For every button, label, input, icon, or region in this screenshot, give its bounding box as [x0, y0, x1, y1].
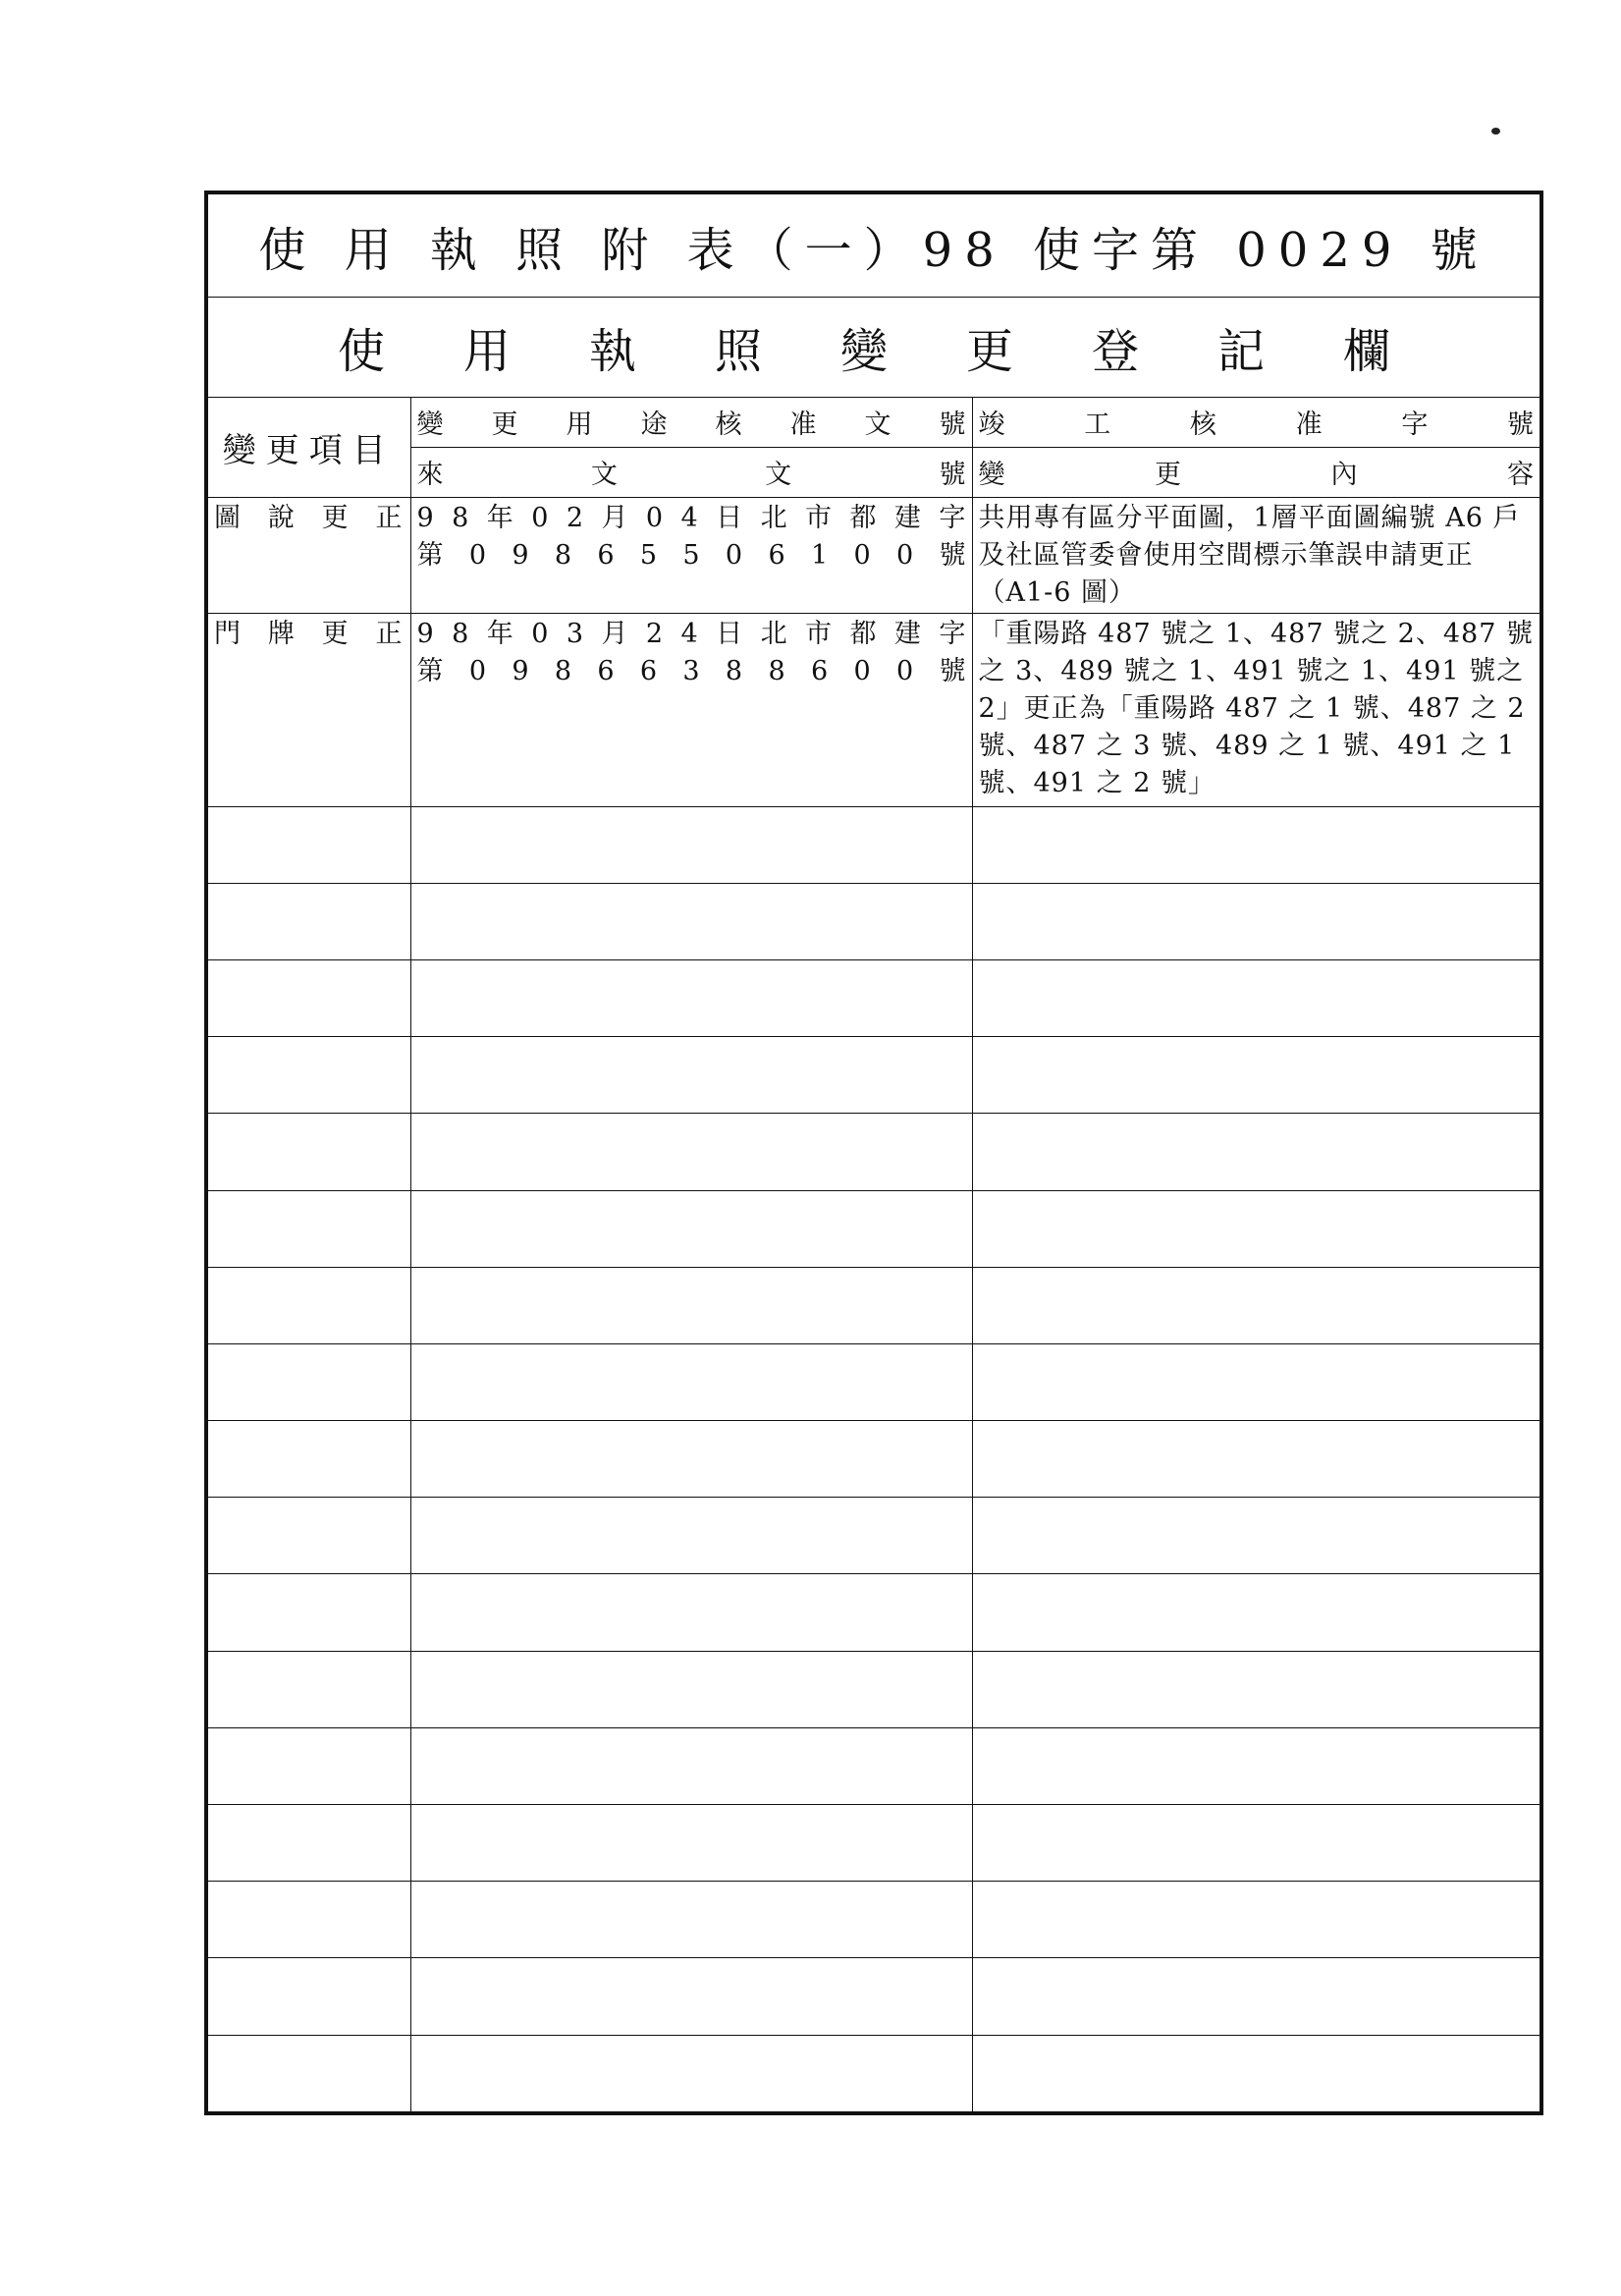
blank-row	[206, 959, 1541, 1036]
blank-row	[206, 1727, 1541, 1804]
blank-row	[206, 2035, 1541, 2113]
header-usage-doc: 變 更 用 途 核 准 文 號	[410, 397, 972, 447]
blank-row	[206, 1805, 1541, 1882]
row-2-doc-line-2: 第 0 9 8 6 6 3 8 8 6 0 0 號	[416, 656, 966, 687]
blank-row	[206, 1037, 1541, 1114]
row-1-doc-line-2: 第 0 9 8 6 5 5 0 6 1 0 0 號	[416, 539, 966, 571]
page-title: 使 用 執 照 附 表（一）98 使字第 0029 號	[206, 192, 1541, 298]
row-1-item: 圖 說 更 正	[206, 497, 410, 613]
change-registry-table	[204, 191, 1543, 2115]
row-2-doc	[410, 614, 972, 807]
scan-speck	[1491, 128, 1500, 135]
blank-row	[206, 1114, 1541, 1190]
page-subtitle: 使用執照變更登記欄	[206, 298, 1541, 397]
blank-row	[206, 1421, 1541, 1498]
row-1-doc-line-1: 9 8 年 0 2 月 0 4 日 北 市 都 建 字	[416, 502, 966, 533]
row-2-item: 門 牌 更 正	[206, 614, 410, 807]
header-change-content: 變 更 內 容	[972, 447, 1541, 497]
header-completion-doc: 竣 工 核 准 字 號	[972, 397, 1541, 447]
blank-row	[206, 1498, 1541, 1574]
blank-row	[206, 806, 1541, 883]
row-1-doc	[410, 497, 972, 613]
blank-row	[206, 1267, 1541, 1343]
header-incoming-doc: 來 文 文 號	[410, 447, 972, 497]
row-1-content: 共用專有區分平面圖，1層平面圖編號 A6 戶及社區管委會使用空間標示筆誤申請更正（A1-6 圖）	[972, 497, 1541, 613]
blank-row	[206, 1343, 1541, 1420]
row-2-content: 「重陽路 487 號之 1、487 號之 2、487 號之 3、489 號之 1、491 號之 1、491 號之 2」更正為「重陽路 487 之 1 號、487 之 2 號、487 之 3 號、489 之 1 號、491 之 1 號、491 之 2 號」	[972, 614, 1541, 807]
blank-row	[206, 1574, 1541, 1651]
header-change-item: 變更項目	[206, 397, 410, 497]
row-2-doc-line-1: 9 8 年 0 3 月 2 4 日 北 市 都 建 字	[416, 619, 966, 650]
blank-row	[206, 883, 1541, 959]
blank-row	[206, 1651, 1541, 1727]
blank-row	[206, 1882, 1541, 1958]
blank-row	[206, 1190, 1541, 1267]
blank-row	[206, 1958, 1541, 2035]
